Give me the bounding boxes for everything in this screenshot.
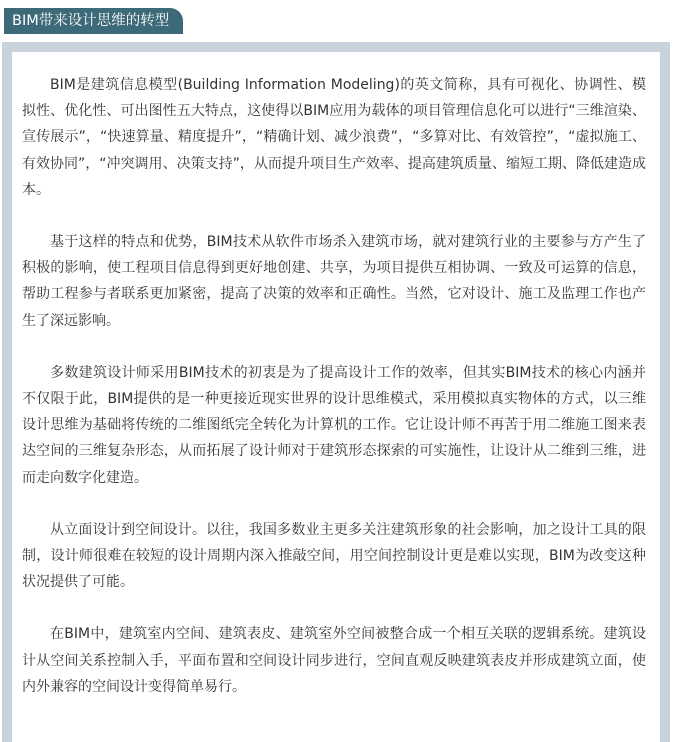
section-title: BIM带来设计思维的转型	[4, 8, 183, 34]
article-frame	[2, 42, 670, 742]
article-paragraph: 从立面设计到空间设计。以往，我国多数业主更多关注建筑形象的社会影响，加之设计工具的限制，设计师很难在较短的设计周期内深入推敲空间，用空间控制设计更是难以实现，BIM为改变这种状况提供了可能。	[22, 521, 646, 591]
article-paragraph: 基于这样的特点和优势，BIM技术从软件市场杀入建筑市场，就对建筑行业的主要参与方产生了积极的影响，使工程项目信息得到更好地创建、共享，为项目提供互相协调、一致及可运算的信息，帮助工程参与者联系更加紧密，提高了决策的效率和正确性。当然，它对设计、施工及监理工作也产生了深远影响。	[22, 234, 646, 329]
article-paragraph: 在BIM中，建筑室内空间、建筑表皮、建筑室外空间被整合成一个相互关联的逻辑系统。建筑设计从空间关系控制入手，平面布置和空间设计同步进行，空间直观反映建筑表皮并形成建筑立面，使内外兼容的空间设计变得简单易行。	[22, 626, 646, 695]
article-body	[12, 52, 660, 742]
article-paragraph: 多数建筑设计师采用BIM技术的初衷是为了提高设计工作的效率，但其实BIM技术的核心内涵并不仅限于此，BIM提供的是一种更接近现实世界的设计思维模式，采用模拟真实物体的方式，以三维设计思维为基础将传统的二维图纸完全转化为计算机的工作。它让设计师不再苦于用二维施工图来表达空间的三维复杂形态，从而拓展了设计师对于建筑形态探索的可实施性，让设计从二维到三维，进而走向数字化建造。	[22, 364, 646, 486]
article-paragraph: BIM是建筑信息模型(Building Information Modeling)的英文简称，具有可视化、协调性、模拟性、优化性、可出图性五大特点，这使得以BIM应用为载体的项目管理信息化可以进行“三维渲染、宣传展示”，“快速算量、精度提升”，“精确计划、减少浪费”，“多算对比、有效管控”，“虚拟施工、有效协同”，“冲突调用、决策支持”，从而提升项目生产效率、提高建筑质量、缩短工期、降低建造成本。	[22, 77, 646, 198]
